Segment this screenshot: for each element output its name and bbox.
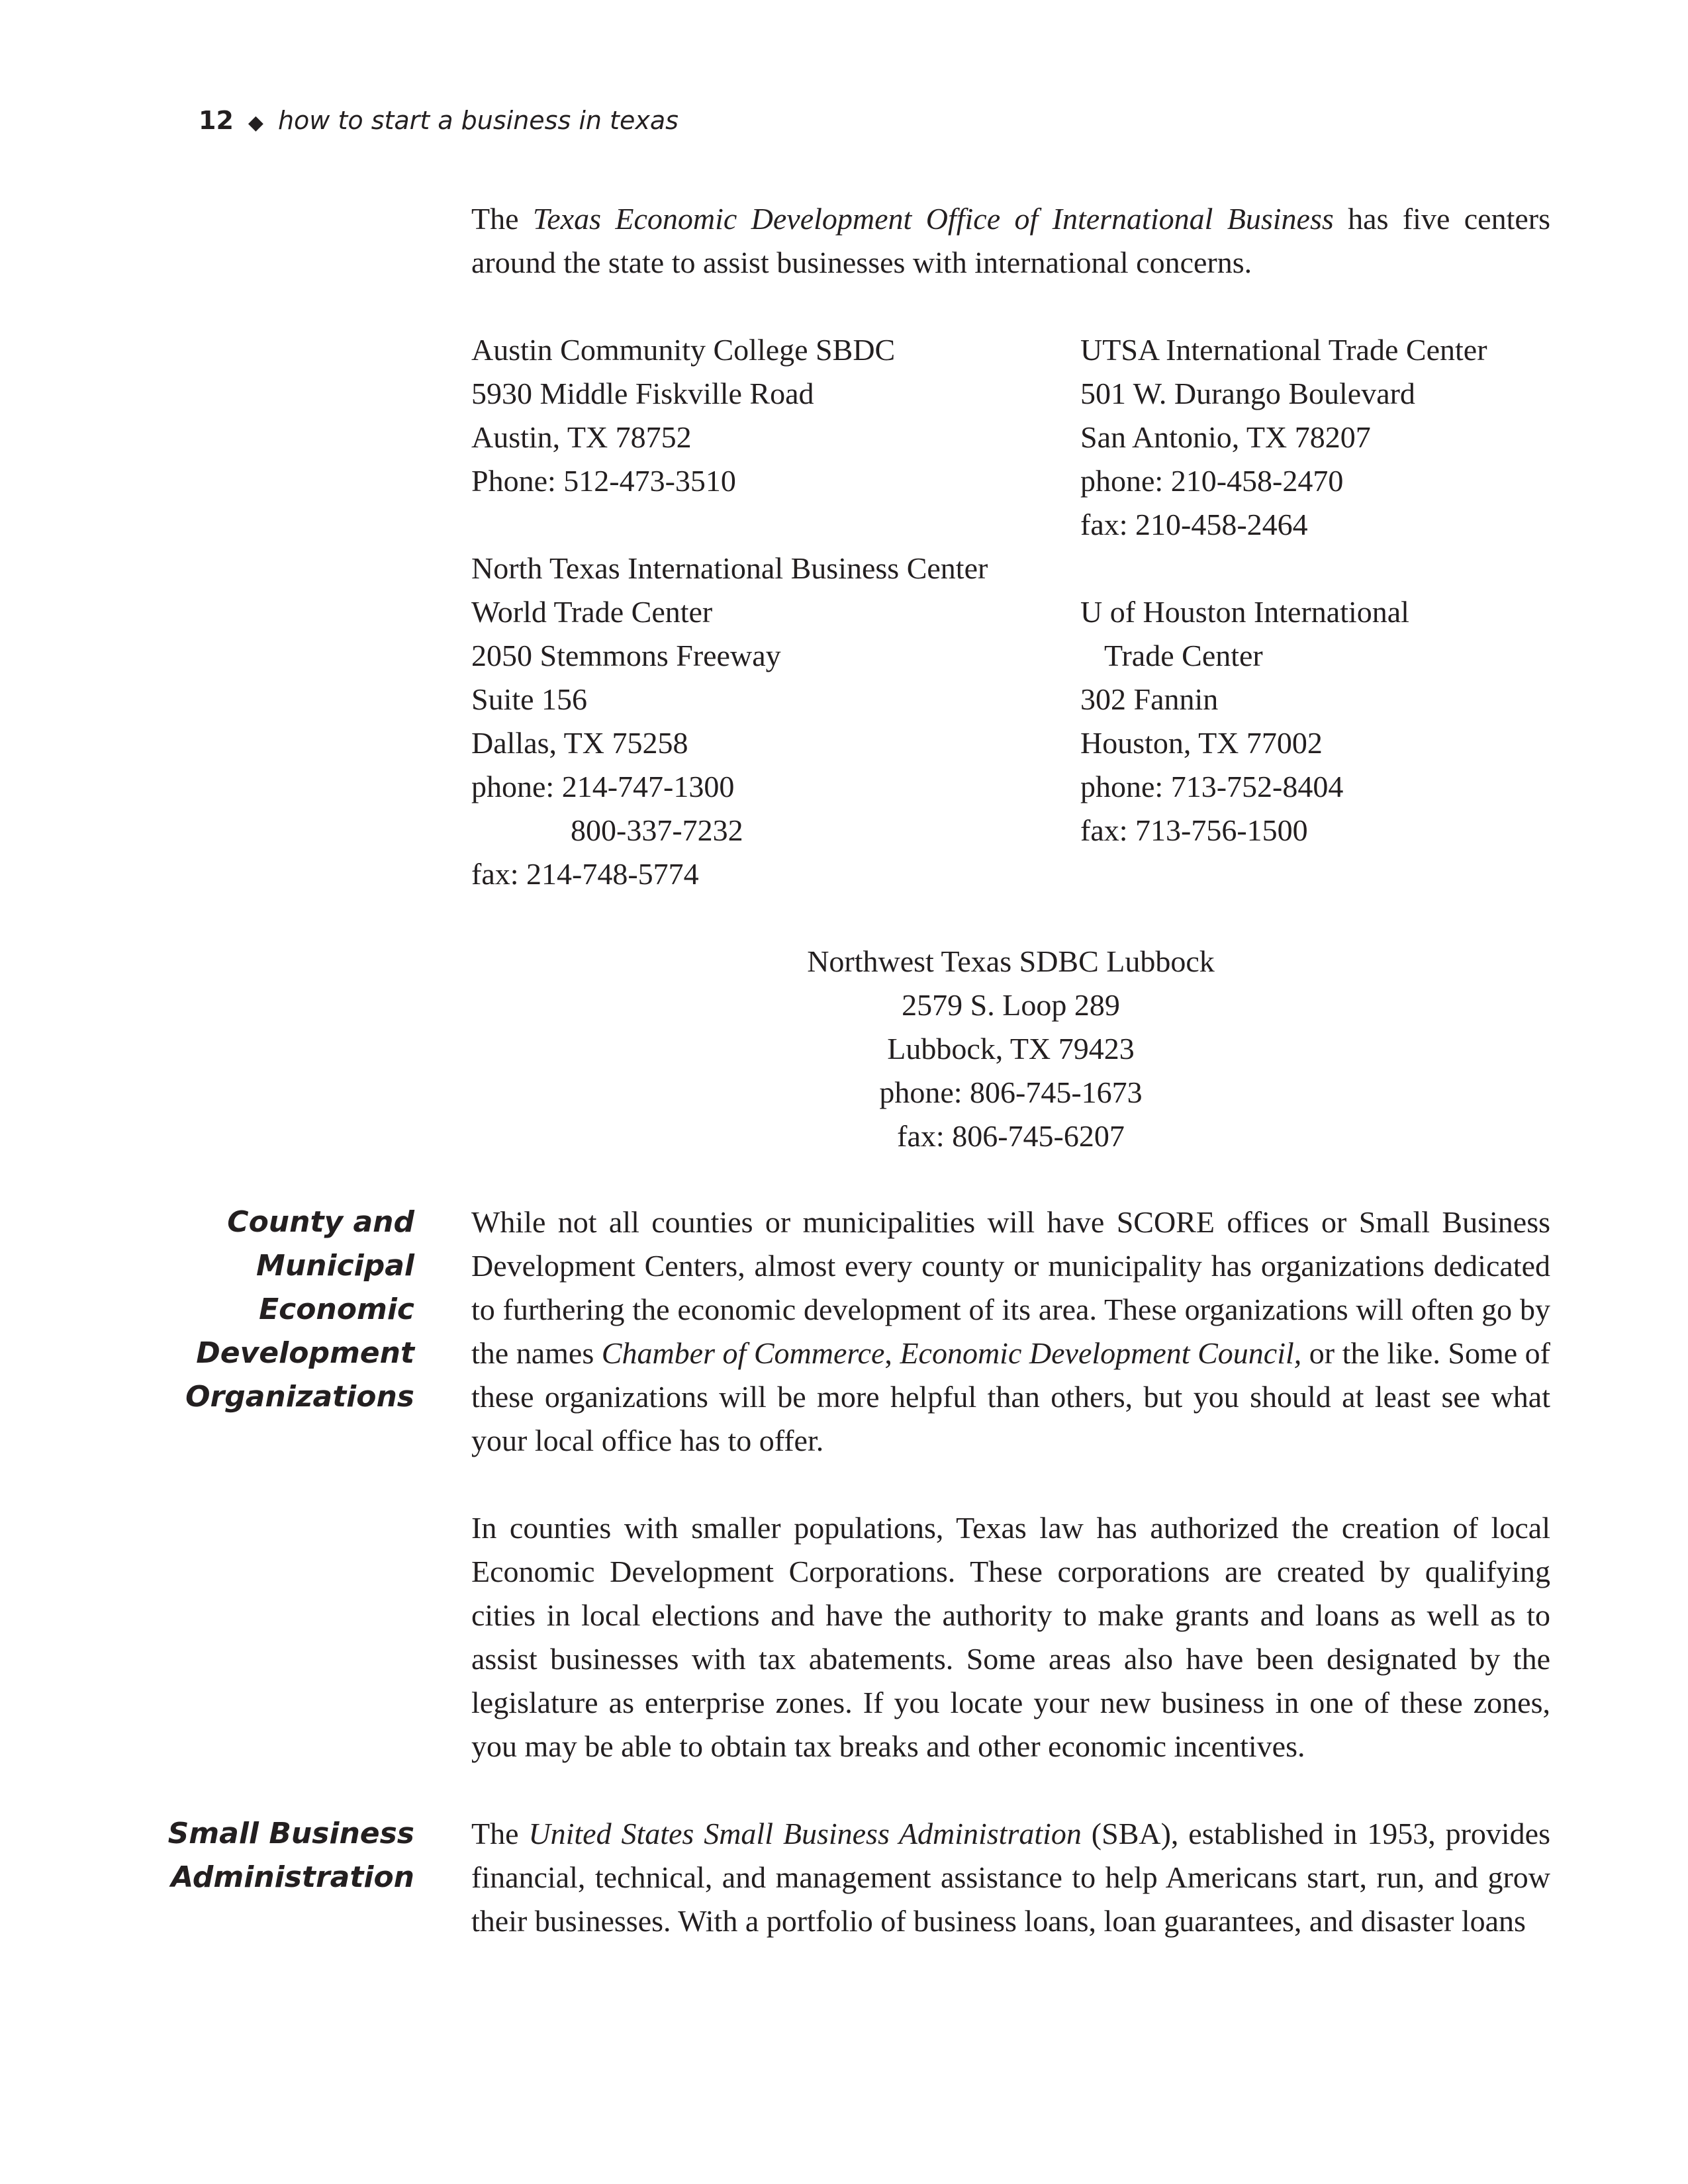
sba-name: United States Small Business Administration (528, 1817, 1082, 1850)
sba-paragraph (471, 1812, 1550, 1943)
intro-post: has five centers around the state to assist businesses with international concerns. (471, 202, 1550, 279)
page-number: 12 (199, 106, 234, 135)
address-line: Austin, TX 78752 (471, 420, 692, 454)
text-run: While not all counties or municipalities will have SCORE offices or Small Business Development Centers, almost every county or municipality has organizations dedicated to furthering the economic development of its area. These organizations will often go by the names (471, 1205, 1550, 1370)
running-header (199, 106, 679, 135)
heading-line: Municipal (256, 1249, 414, 1283)
heading-line: Economic (259, 1293, 414, 1326)
address-north-texas (471, 547, 988, 896)
address-line: Lubbock, TX 79423 (887, 1032, 1135, 1066)
text-run: , (884, 1336, 900, 1370)
address-line: San Antonio, TX 78207 (1080, 420, 1371, 454)
address-line: North Texas International Business Center (471, 551, 988, 585)
heading-line: Organizations (185, 1380, 414, 1414)
address-line: 800-337-7232 (571, 813, 743, 847)
address-houston (1080, 590, 1409, 852)
address-line: 302 Fannin (1080, 682, 1219, 716)
address-line: Dallas, TX 75258 (471, 726, 688, 760)
intro-pre: The (471, 202, 533, 236)
intro-office-name: Texas Economic Development Office of International Business (532, 202, 1334, 236)
heading-line: Administration (171, 1860, 414, 1894)
edc-term: Economic Development Council, (900, 1336, 1302, 1370)
address-austin (471, 328, 895, 503)
heading-line: Small Business (167, 1817, 414, 1850)
address-line: fax: 214-748-5774 (471, 857, 699, 891)
address-line: Austin Community College SBDC (471, 333, 896, 367)
address-line: fax: 806-745-6207 (897, 1119, 1125, 1153)
intro-paragraph (471, 197, 1550, 285)
address-line: 2579 S. Loop 289 (902, 988, 1120, 1022)
address-line: Suite 156 (471, 682, 588, 716)
county-paragraph-1 (471, 1201, 1550, 1463)
heading-line: County and (227, 1205, 414, 1239)
county-paragraph-2: In counties with smaller populations, Texas law has authorized the creation of local Economic Development Corporations. These corporations are created by qualifying cities in local elections and have the authority to make grants and loans as well as to assist businesses with tax abatements. Some areas also have been designated by the legislature as enterprise zones. If you locate your new business in one of these zones, you may be able to obtain tax breaks and other economic incentives. (471, 1511, 1550, 1763)
address-line: Houston, TX 77002 (1080, 726, 1323, 760)
diamond-icon: ◆ (248, 111, 263, 134)
address-line: Phone: 512-473-3510 (471, 464, 736, 498)
address-line: phone: 713-752-8404 (1080, 770, 1344, 803)
address-line: 5930 Middle Fiskville Road (471, 377, 814, 410)
county-section-heading (136, 1201, 414, 1419)
sba-section-heading (136, 1812, 414, 1899)
heading-line: Development (196, 1336, 414, 1370)
address-line: phone: 806-745-1673 (879, 1075, 1143, 1109)
address-line: 501 W. Durango Boulevard (1080, 377, 1415, 410)
address-lubbock (736, 940, 1286, 1158)
address-line: Trade Center (1104, 639, 1263, 672)
address-utsa (1080, 328, 1487, 547)
text-run: (SBA), established in 1953, provides financial, technical, and management assistance to help Americans start, run, and grow their businesses. With a portfolio of business loans, loan guarantees, and disaster loans (471, 1817, 1550, 1938)
address-line: World Trade Center (471, 595, 713, 629)
address-line: Northwest Texas SDBC Lubbock (807, 944, 1215, 978)
text-run: The (471, 1817, 529, 1850)
address-line: fax: 210-458-2464 (1080, 508, 1308, 541)
address-line: 2050 Stemmons Freeway (471, 639, 781, 672)
address-line: UTSA International Trade Center (1080, 333, 1487, 367)
chamber-of-commerce-term: Chamber of Commerce (601, 1336, 885, 1370)
address-line: fax: 713-756-1500 (1080, 813, 1308, 847)
running-title: how to start a business in texas (277, 106, 679, 135)
address-line: U of Houston International (1080, 595, 1409, 629)
text-run: or the like. Some of these organizations will be more helpful than others, but you should at least see what your local office has to offer. (471, 1336, 1551, 1457)
address-line: phone: 210-458-2470 (1080, 464, 1344, 498)
address-line: phone: 214-747-1300 (471, 770, 735, 803)
